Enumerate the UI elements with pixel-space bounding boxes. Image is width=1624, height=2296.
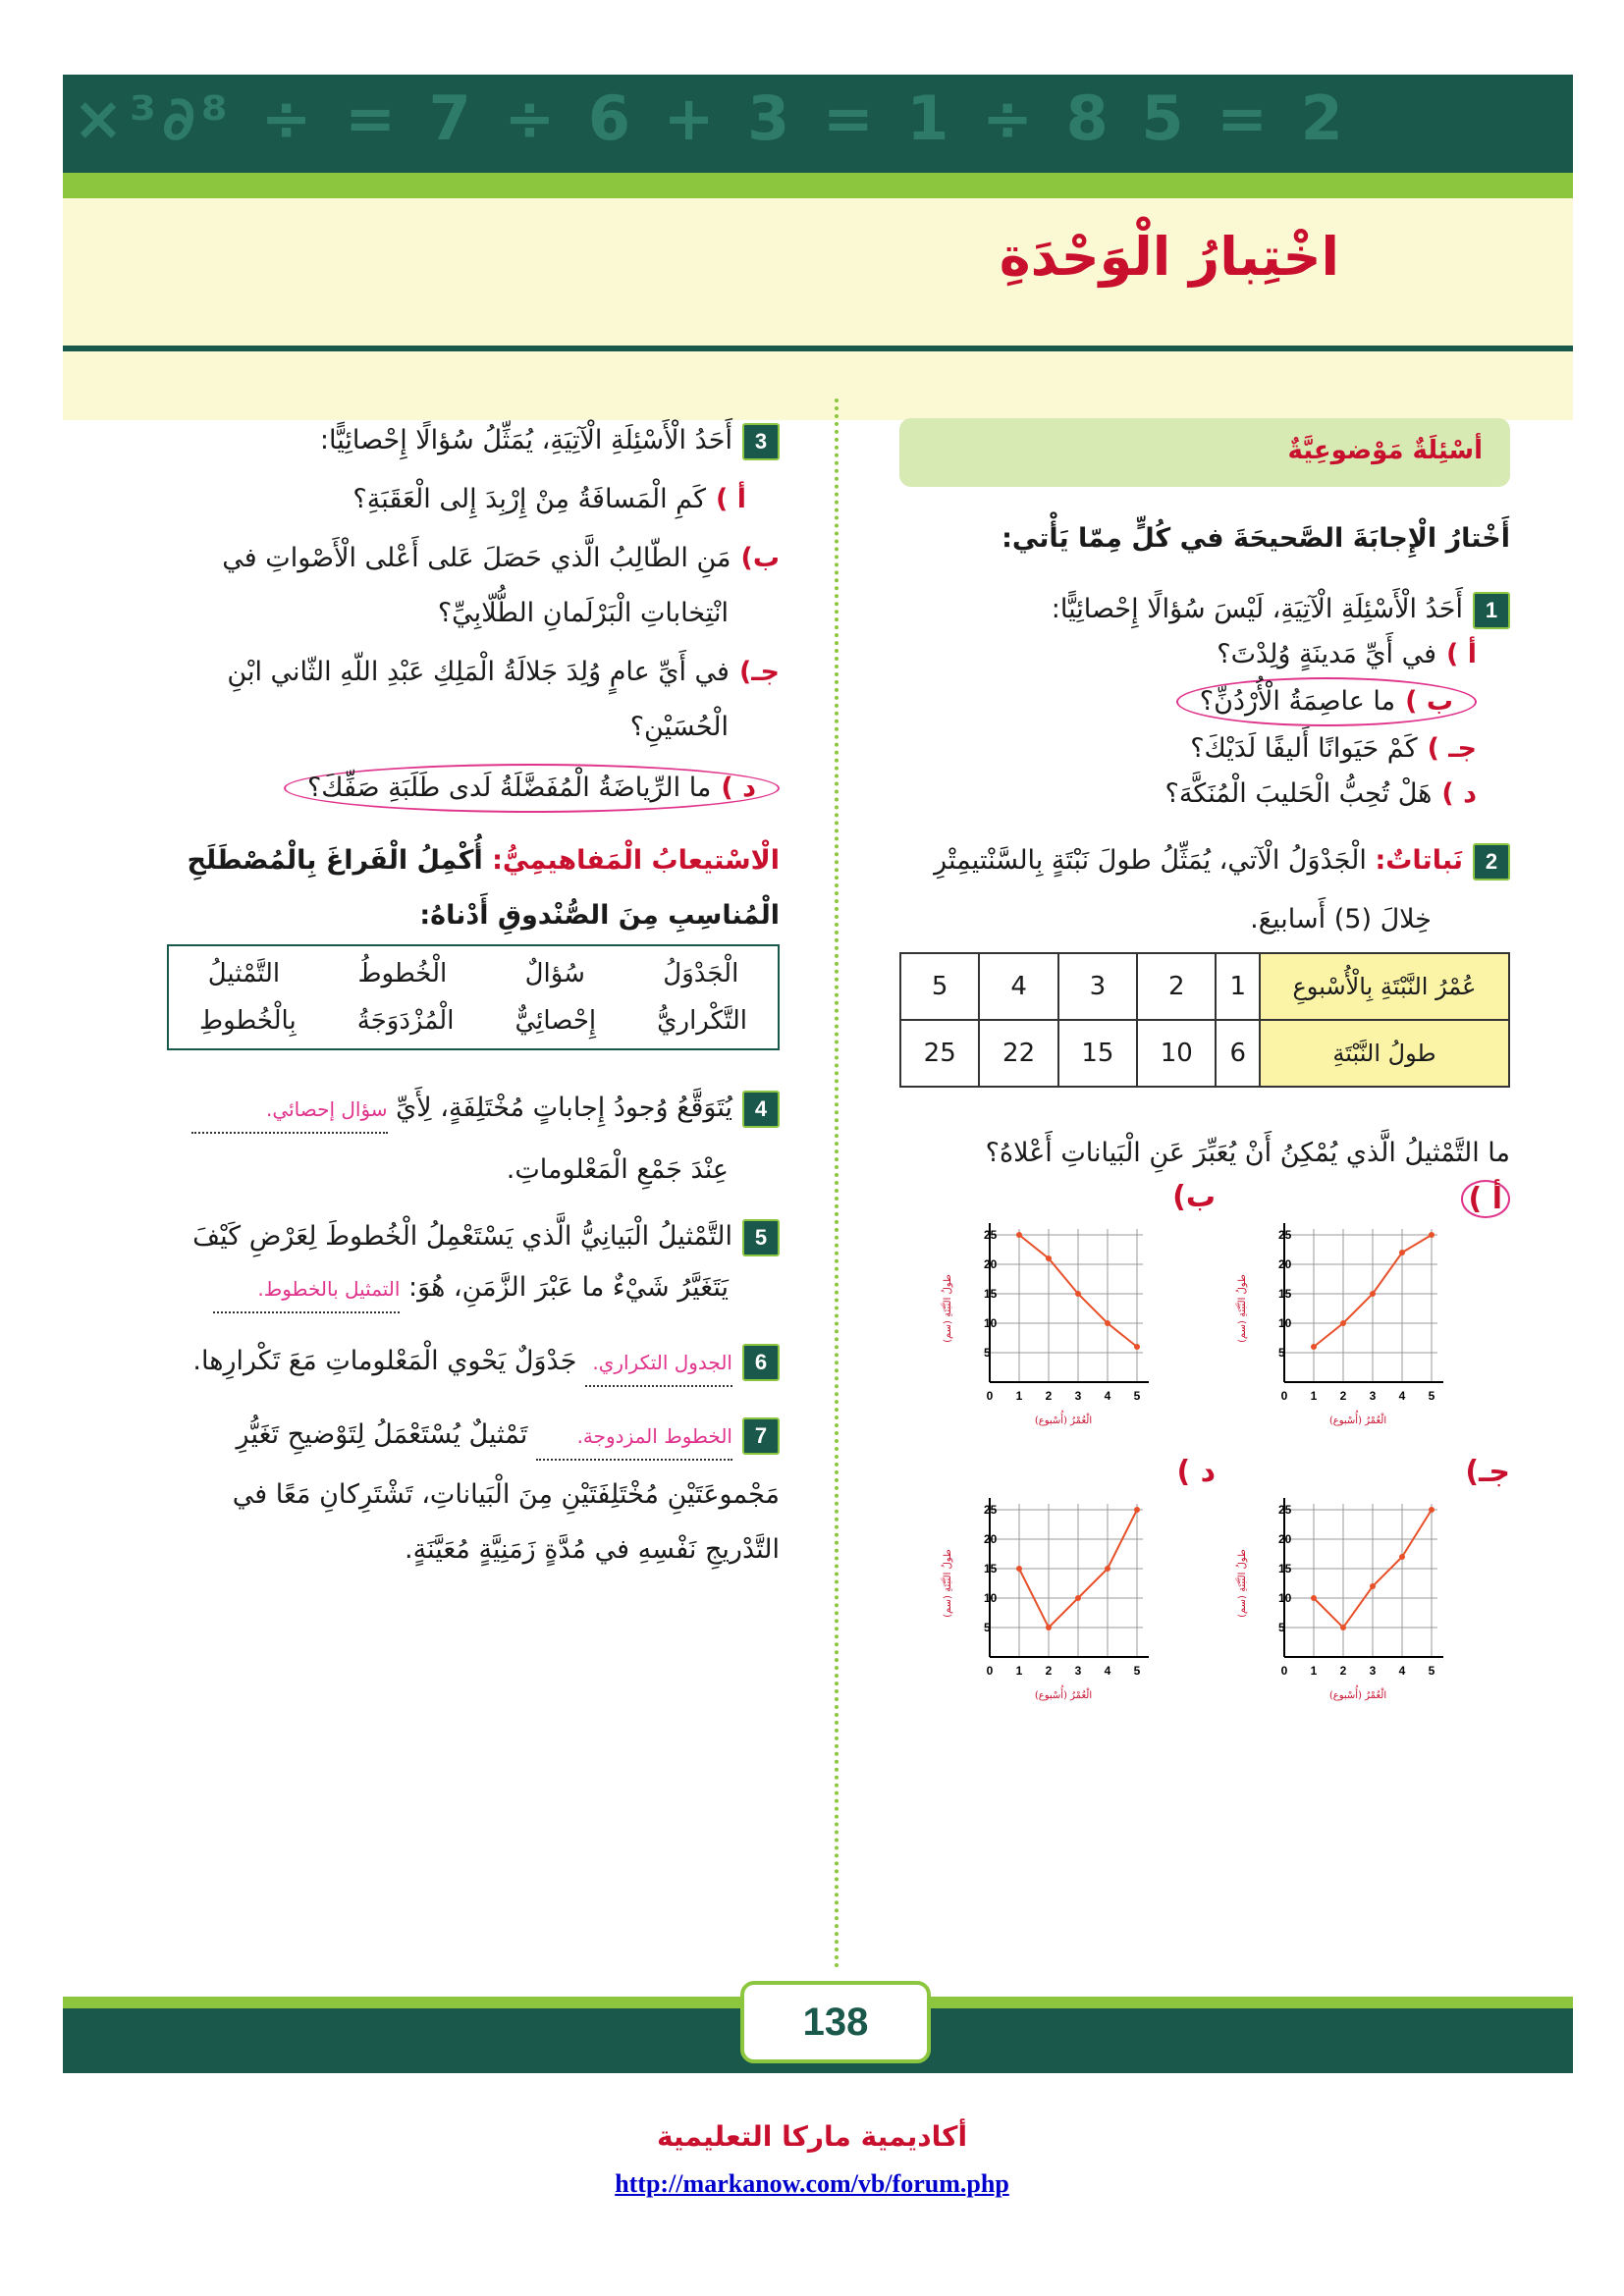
- x-tick-label: 2: [1045, 1389, 1053, 1403]
- data-point: [1134, 1344, 1140, 1350]
- q5-line1: [151, 1214, 780, 1259]
- q1-letter-b: ب ): [1405, 686, 1453, 717]
- y-tick-label: 10: [984, 1316, 998, 1330]
- y-tick-label: 15: [1278, 1562, 1292, 1575]
- x-tick-label: 3: [1369, 1664, 1377, 1678]
- q4-number: 4: [742, 1091, 780, 1128]
- q5-text: التَّمْثيلُ الْبَيانِيُّ الَّذي يَسْتَعْمِلُ الْخُطوطَ لِعَرْضِ كَيْفَ: [192, 1221, 732, 1252]
- y-tick-label: 10: [1278, 1591, 1292, 1605]
- table-cell: 2: [1137, 953, 1216, 1020]
- q5-blank: [213, 1265, 400, 1313]
- q3-letter-c: جـ): [738, 657, 780, 687]
- y-axis-title: طولُ النَّبْتَةِ (سم): [943, 1549, 953, 1618]
- q3-text: أَحَدُ الْأَسْئِلَةِ الْآتِيَةِ، يُمَثِّلُ سُؤالًا إِحْصائِيًّا:: [319, 425, 732, 455]
- chart-c: [1216, 1455, 1510, 1716]
- x-axis-title: الْعُمْرُ (أُسْبوع): [1328, 1690, 1387, 1701]
- data-point: [1370, 1291, 1376, 1297]
- chart-label-c: جـ): [1465, 1455, 1510, 1489]
- q3-text-b: مَنِ الطّالِبُ الَّذي حَصَلَ عَلى أَعْلى الْأَصْواتِ في: [222, 543, 731, 573]
- q6-number: 6: [742, 1344, 780, 1381]
- header-band: [63, 75, 1573, 173]
- y-tick-label: 25: [984, 1503, 998, 1517]
- line-chart-d: [921, 1490, 1176, 1716]
- x-tick-label: 4: [1104, 1664, 1111, 1678]
- x-tick-label: 0: [1280, 1664, 1288, 1678]
- q2-question: ما التَّمْثيلُ الَّذي يُمْكِنُ أَنْ يُعَبِّرَ عَنِ الْبَياناتِ أَعْلاهُ؟: [985, 1138, 1510, 1168]
- q4-blank: [191, 1086, 388, 1134]
- word-item: الْمُزْدَوَجَةُ: [356, 1006, 455, 1036]
- q4-line2: عِنْدَ جَمْعِ الْمَعْلوماتِ.: [506, 1154, 729, 1185]
- y-tick-label: 20: [984, 1257, 998, 1271]
- header-green-stripe: [63, 173, 1573, 198]
- concept-text-cont: الْمُناسِبِ مِنَ الصُّنْدوقِ أَدْناهُ:: [419, 900, 780, 931]
- x-tick-label: 4: [1398, 1389, 1406, 1403]
- table-cell: 3: [1058, 953, 1137, 1020]
- q1-option-d: [892, 772, 1477, 817]
- q5-number: 5: [742, 1219, 780, 1256]
- right-column: [892, 418, 1510, 1716]
- data-point: [1429, 1507, 1435, 1513]
- q3-stem: [151, 418, 780, 463]
- q3-letter-a: أ ): [716, 484, 746, 514]
- word-row: [169, 950, 778, 997]
- q1-number: 1: [1473, 592, 1510, 629]
- line-chart-b: [921, 1215, 1176, 1441]
- answer-circle: [284, 764, 780, 813]
- data-point: [1134, 1507, 1140, 1513]
- x-tick-label: 1: [1310, 1664, 1318, 1678]
- x-tick-label: 5: [1133, 1664, 1141, 1678]
- data-point: [1075, 1595, 1081, 1601]
- table-cell: 10: [1137, 1020, 1216, 1087]
- word-item: التَّمْثيلُ: [207, 959, 281, 988]
- table-cell: 4: [979, 953, 1057, 1020]
- chart-b: [921, 1180, 1216, 1441]
- q6-text: جَدْوَلٌ يَحْوي الْمَعْلوماتِ مَعَ تَكْرارِها.: [192, 1346, 577, 1376]
- forum-link[interactable]: http://markanow.com/vb/forum.php: [615, 2169, 1009, 2198]
- q4-answer: سؤال إحصائي.: [266, 1097, 388, 1121]
- table-header-age: عُمْرُ النَّبْتَةِ بِالْأُسْبوعِ: [1260, 953, 1509, 1020]
- q1-option-b: [892, 677, 1477, 726]
- x-tick-label: 3: [1074, 1664, 1082, 1678]
- y-tick-label: 20: [984, 1532, 998, 1546]
- instruction: أَخْتارُ الْإِجابَةَ الصَّحيحَةَ في كُلٍّ مِمّا يَأْتي:: [1001, 523, 1510, 554]
- q4-text: يُتَوَقَّعُ وُجودُ إِجاباتٍ مُخْتَلِفَةٍ، لِأَيِّ: [396, 1093, 732, 1123]
- data-point: [1340, 1625, 1346, 1630]
- q1-stem: [892, 587, 1510, 632]
- data-point: [1046, 1625, 1052, 1630]
- page-number: 138: [740, 1981, 931, 2063]
- x-axis-title: الْعُمْرُ (أُسْبوع): [1034, 1415, 1093, 1426]
- word-item: بِالْخُطوطِ: [199, 1006, 297, 1036]
- q1-text-a: في أَيِّ مَدينَةٍ وُلِدْتَ؟: [1217, 639, 1436, 669]
- q3-option-c-cont: الْحُسَيْنِ؟: [629, 712, 729, 742]
- x-tick-label: 0: [986, 1389, 994, 1403]
- concept-text: أُكْمِلُ الْفَراغَ بِالْمُصْطَلَحِ: [187, 845, 483, 876]
- q3-option-a: [151, 477, 746, 522]
- x-tick-label: 3: [1074, 1389, 1082, 1403]
- word-item: سُؤالٌ: [524, 959, 585, 988]
- y-tick-label: 25: [1278, 1503, 1292, 1517]
- plant-growth-table: [899, 952, 1510, 1088]
- q1-text: أَحَدُ الْأَسْئِلَةِ الْآتِيَةِ، لَيْسَ سُؤالًا إِحْصائِيًّا:: [1051, 594, 1463, 624]
- x-tick-label: 2: [1045, 1664, 1053, 1678]
- page-title: اخْتِبارُ الْوَحْدَةِ: [999, 226, 1339, 288]
- word-item: الْجَدْوَلُ: [663, 959, 739, 988]
- q3-option-c: [151, 650, 780, 695]
- word-item: التَّكْراريُّ: [657, 1006, 747, 1036]
- q3-text-a: كَمِ الْمَسافَةُ مِنْ إِرْبِدَ إِلى الْعَقَبَةِ؟: [352, 484, 706, 514]
- data-point: [1311, 1344, 1317, 1350]
- q6-answer: الجدول التكراري.: [592, 1351, 732, 1374]
- column-divider: [835, 399, 839, 1969]
- x-tick-label: 5: [1133, 1389, 1141, 1403]
- table-cell: 22: [979, 1020, 1057, 1087]
- data-point: [1399, 1554, 1405, 1560]
- header-cream-panel: [63, 185, 1573, 420]
- y-tick-label: 5: [1278, 1346, 1285, 1360]
- q5-line2: [151, 1265, 729, 1313]
- x-tick-label: 5: [1428, 1389, 1435, 1403]
- q3-option-b-cont: انْتِخاباتِ الْبَرْلَمانِ الطُّلّابِيِّ؟: [437, 598, 729, 628]
- y-tick-label: 25: [984, 1228, 998, 1242]
- word-row: [169, 997, 778, 1044]
- q1-text-d: هَلْ تُحِبُّ الْحَليبَ الْمُنَكَّهَ؟: [1164, 778, 1433, 809]
- y-tick-label: 5: [1278, 1621, 1285, 1634]
- q1-letter-d: د ): [1441, 778, 1477, 809]
- q1-letter-c: جـ ): [1427, 733, 1477, 764]
- x-tick-label: 2: [1339, 1664, 1347, 1678]
- q3-number: 3: [742, 423, 780, 460]
- y-tick-label: 10: [1278, 1316, 1292, 1330]
- data-point: [1075, 1291, 1081, 1297]
- word-item: الْخُطوطُ: [357, 959, 448, 988]
- q2-stem: [892, 838, 1510, 883]
- q6-line: [151, 1339, 780, 1387]
- y-tick-label: 15: [1278, 1287, 1292, 1301]
- q7-line2: مَجْموعَتَيْنِ مُخْتَلِفَتَيْنِ مِنَ الْبَياناتِ، تَشْتَرِكانِ مَعًا في: [232, 1479, 780, 1510]
- q2-stem-cont: خِلالَ (5) أَسابيعَ.: [1250, 904, 1432, 934]
- x-tick-label: 0: [986, 1664, 994, 1678]
- q1-option-c: [892, 726, 1477, 772]
- data-point: [1429, 1232, 1435, 1238]
- q1-letter-a: أ ): [1446, 639, 1477, 669]
- q1-text-b: ما عاصِمَةُ الْأُرْدُنِّ؟: [1199, 686, 1396, 717]
- q3-text-d: ما الرِّياضَةُ الْمُفَضَّلَةُ لَدى طَلَبَةِ صَفِّكَ؟: [306, 773, 712, 803]
- table-cell: 6: [1216, 1020, 1260, 1087]
- q7-line3: التَّدْريجِ نَفْسِهِ في مُدَّةٍ زَمَنِيَّةٍ مُعَيَّنَةٍ.: [405, 1534, 780, 1565]
- y-tick-label: 20: [1278, 1532, 1292, 1546]
- section-label: أسْئِلَةٌ مَوْضوعِيَّةٌ: [1287, 436, 1483, 465]
- word-box: [167, 944, 780, 1050]
- q3-option-b: [151, 536, 780, 581]
- data-point: [1105, 1320, 1110, 1326]
- left-column: [151, 418, 780, 1573]
- chart-d: [921, 1455, 1216, 1716]
- x-tick-label: 0: [1280, 1389, 1288, 1403]
- q1-text-c: كَمْ حَيَوانًا أَليفًا لَدَيْكَ؟: [1190, 733, 1418, 764]
- q4-line1: [151, 1086, 780, 1134]
- x-axis-title: الْعُمْرُ (أُسْبوع): [1034, 1690, 1093, 1701]
- answer-circle: [1176, 677, 1477, 726]
- x-tick-label: 3: [1369, 1389, 1377, 1403]
- q7-number: 7: [742, 1417, 780, 1455]
- q3-option-d: [151, 764, 780, 813]
- chart-label-b: ب): [1172, 1180, 1216, 1214]
- x-axis-title: الْعُمْرُ (أُسْبوع): [1328, 1415, 1387, 1426]
- y-tick-label: 10: [984, 1591, 998, 1605]
- chart-label-d: د ): [1176, 1455, 1216, 1489]
- y-tick-label: 15: [984, 1287, 998, 1301]
- q3-text-c: في أَيِّ عامٍ وُلِدَ جَلالَةُ الْمَلِكِ عَبْدِ اللّهِ الثّاني ابْنِ: [227, 657, 730, 687]
- q5-answer: التمثيل بالخطوط.: [257, 1277, 401, 1301]
- x-tick-label: 1: [1015, 1664, 1023, 1678]
- header-underline: [63, 346, 1573, 351]
- chart-a: [1216, 1182, 1510, 1441]
- data-point: [1311, 1595, 1317, 1601]
- table-row: [900, 1020, 1509, 1087]
- chart-options: [882, 1180, 1510, 1716]
- math-symbols-decoration: ×³∂⁸ ÷ = 7 ÷ 6 + 3 = 1 ÷ 8 5 = 2: [73, 82, 1349, 154]
- section-box: [899, 418, 1510, 487]
- q5-text2: يَتَغَيَّرُ شَيْءٌ ما عَبْرَ الزَّمَنِ، هُوَ:: [408, 1272, 729, 1303]
- y-tick-label: 5: [984, 1621, 991, 1634]
- q2-number: 2: [1473, 843, 1510, 881]
- y-axis-title: طولُ النَّبْتَةِ (سم): [1237, 1274, 1248, 1343]
- data-point: [1370, 1583, 1376, 1589]
- y-tick-label: 25: [1278, 1228, 1292, 1242]
- data-point: [1399, 1250, 1405, 1255]
- q3-letter-d: د ): [721, 773, 756, 803]
- line-chart-c: [1216, 1490, 1471, 1716]
- concept-heading: [151, 838, 780, 883]
- y-tick-label: 20: [1278, 1257, 1292, 1271]
- x-tick-label: 5: [1428, 1664, 1435, 1678]
- y-axis-title: طولُ النَّبْتَةِ (سم): [943, 1274, 953, 1343]
- textbook-page: [63, 75, 1573, 2073]
- q2-text: الْجَدْوَلُ الْآتي، يُمَثِّلُ طولَ نَبْتَةٍ بِالسَّنْتيمِتْرِ: [934, 845, 1367, 876]
- x-tick-label: 1: [1310, 1389, 1318, 1403]
- academy-name: أكاديمية ماركا التعليمية: [656, 2120, 968, 2153]
- table-cell: 1: [1216, 953, 1260, 1020]
- data-point: [1105, 1566, 1110, 1572]
- y-tick-label: 5: [984, 1346, 991, 1360]
- table-cell: 25: [900, 1020, 979, 1087]
- table-header-length: طولُ النَّبْتَةِ: [1260, 1020, 1509, 1087]
- q7-line1: [151, 1413, 780, 1461]
- q7-answer: الخطوط المزدوجة.: [576, 1424, 732, 1448]
- x-tick-label: 2: [1339, 1389, 1347, 1403]
- concept-label: الْاسْتيعابُ الْمَفاهيمِيُّ:: [492, 845, 780, 876]
- q3-letter-b: ب): [740, 543, 780, 573]
- q7-blank: [536, 1413, 732, 1461]
- data-point: [1340, 1320, 1346, 1326]
- x-tick-label: 4: [1104, 1389, 1111, 1403]
- data-point: [1016, 1566, 1022, 1572]
- q6-blank: [585, 1339, 732, 1387]
- chart-label-a: أ ): [1461, 1180, 1510, 1218]
- q1-option-a: [892, 632, 1477, 677]
- data-point: [1046, 1255, 1052, 1261]
- q2-keyword: نَباتاتٌ:: [1375, 845, 1463, 876]
- x-tick-label: 1: [1015, 1389, 1023, 1403]
- y-tick-label: 15: [984, 1562, 998, 1575]
- x-tick-label: 4: [1398, 1664, 1406, 1678]
- table-cell: 15: [1058, 1020, 1137, 1087]
- table-row: [900, 953, 1509, 1020]
- line-chart-a: [1216, 1215, 1471, 1441]
- y-axis-title: طولُ النَّبْتَةِ (سم): [1237, 1549, 1248, 1618]
- q7-text: تَمْثيلٌ يُسْتَعْمَلُ لِتَوْضيحِ تَغَيُّرِ: [236, 1419, 528, 1450]
- data-point: [1016, 1232, 1022, 1238]
- table-cell: 5: [900, 953, 979, 1020]
- word-item: إِحْصائِيٌّ: [514, 1006, 597, 1036]
